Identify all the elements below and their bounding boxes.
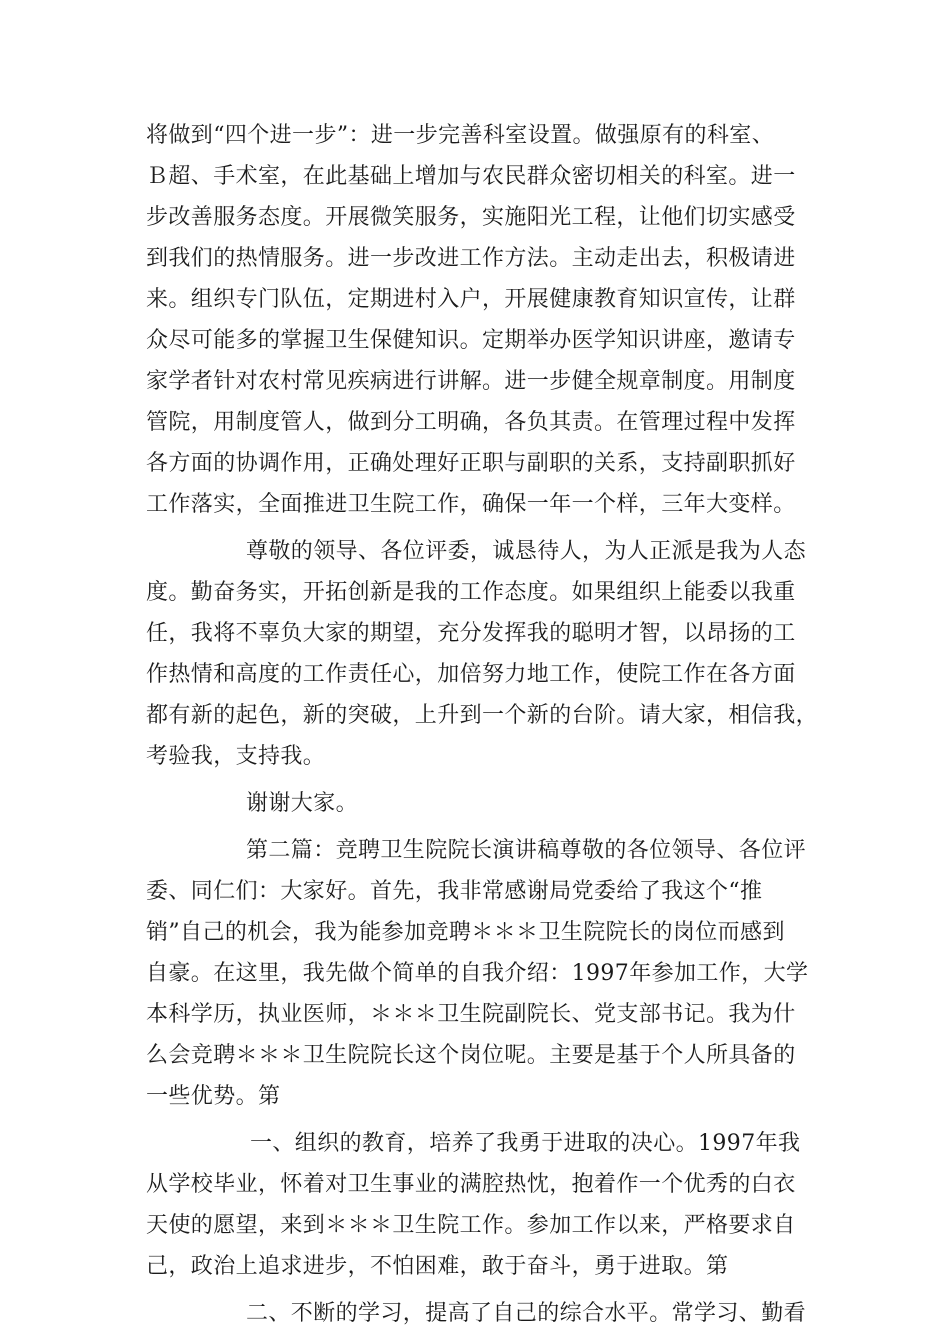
body-text-line: 销”自己的机会，我为能参加竞聘＊＊＊卫生院院长的岗位而感到 bbox=[146, 920, 785, 945]
body-text-line: 己，政治上追求进步，不怕困难，敢于奋斗，勇于进取。第 bbox=[146, 1254, 729, 1279]
body-text-line: 到我们的热情服务。进一步改进工作方法。主动走出去，积极请进 bbox=[146, 246, 796, 271]
body-text-line: Ｂ超、手术室，在此基础上增加与农民群众密切相关的科室。进一 bbox=[146, 164, 796, 189]
body-text-line: 一些优势。第 bbox=[146, 1084, 281, 1109]
paragraph-start-line: 二、不断的学习，提高了自己的综合水平。常学习、勤看 bbox=[246, 1301, 807, 1326]
section-heading-line: 第二篇：竞聘卫生院院长演讲稿尊敬的各位领导、各位评 bbox=[246, 838, 807, 863]
body-text-line: 度。勤奋务实，开拓创新是我的工作态度。如果组织上能委以我重 bbox=[146, 580, 796, 605]
paragraph-start-line: 一、组织的教育，培养了我勇于进取的决心。1997年我 bbox=[250, 1131, 801, 1156]
body-text-line: 从学校毕业，怀着对卫生事业的满腔热忱，抱着作一个优秀的白衣 bbox=[146, 1172, 796, 1197]
body-text-line: 么会竞聘＊＊＊卫生院院长这个岗位呢。主要是基于个人所具备的 bbox=[146, 1043, 796, 1068]
paragraph-start-line: 谢谢大家。 bbox=[246, 791, 359, 816]
body-text-line: 天使的愿望，来到＊＊＊卫生院工作。参加工作以来，严格要求自 bbox=[146, 1213, 796, 1238]
body-text-line: 各方面的协调作用，正确处理好正职与副职的关系，支持副职抓好 bbox=[146, 451, 796, 476]
body-text-line: 本科学历，执业医师，＊＊＊卫生院副院长、党支部书记。我为什 bbox=[146, 1002, 796, 1027]
body-text-line: 任，我将不辜负大家的期望，充分发挥我的聪明才智，以昂扬的工 bbox=[146, 621, 796, 646]
body-text-line: 都有新的起色，新的突破，上升到一个新的台阶。请大家，相信我， bbox=[146, 703, 819, 728]
body-text-line: 管院，用制度管人，做到分工明确，各负其责。在管理过程中发挥 bbox=[146, 410, 796, 435]
body-text-line: 自豪。在这里，我先做个简单的自我介绍：1997年参加工作，大学 bbox=[146, 961, 809, 986]
body-text-line: 来。组织专门队伍，定期进村入户，开展健康教育知识宣传，让群 bbox=[146, 287, 796, 312]
body-text-line: 工作落实，全面推进卫生院工作，确保一年一个样，三年大变样。 bbox=[146, 492, 796, 517]
body-text-line: 家学者针对农村常见疾病进行讲解。进一步健全规章制度。用制度 bbox=[146, 369, 796, 394]
body-text-line: 步改善服务态度。开展微笑服务，实施阳光工程，让他们切实感受 bbox=[146, 205, 796, 230]
body-text-line: 委、同仁们：大家好。首先，我非常感谢局党委给了我这个“推 bbox=[146, 879, 763, 904]
body-text-line: 作热情和高度的工作责任心，加倍努力地工作，使院工作在各方面 bbox=[146, 662, 796, 687]
paragraph-start-line: 尊敬的领导、各位评委，诚恳待人，为人正派是我为人态 bbox=[246, 539, 807, 564]
body-text-line: 众尽可能多的掌握卫生保健知识。定期举办医学知识讲座，邀请专 bbox=[146, 328, 796, 353]
body-text-line: 考验我，支持我。 bbox=[146, 744, 326, 769]
body-text-line: 将做到“四个进一步”：进一步完善科室设置。做强原有的科室、 bbox=[146, 123, 775, 148]
